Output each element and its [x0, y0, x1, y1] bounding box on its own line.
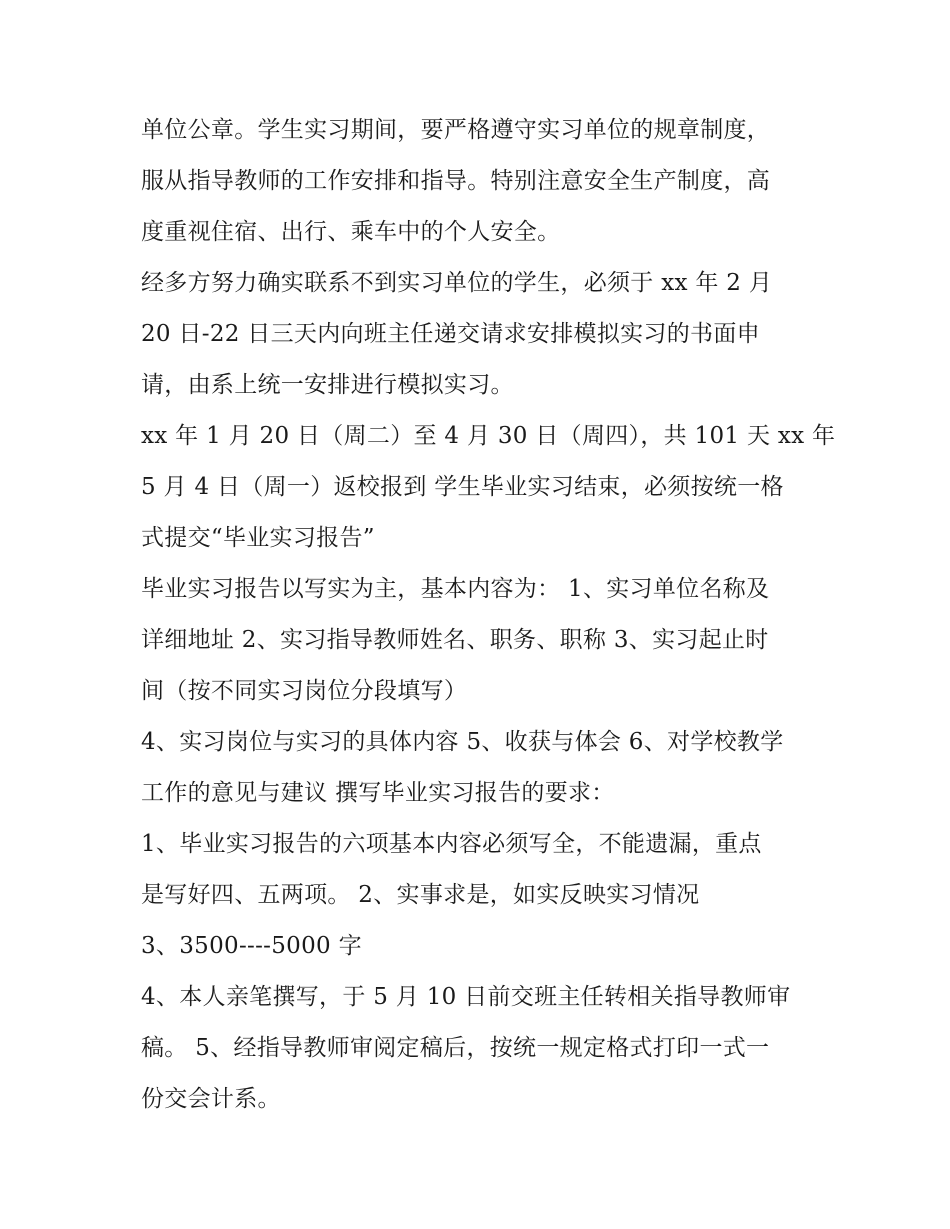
text-line: 稿。 5、经指导教师审阅定稿后，按统一规定格式打印一式一	[141, 1035, 770, 1061]
text-line: 份交会计系。	[141, 1086, 281, 1112]
text-line: xx 年 1 月 20 日（周二）至 4 月 30 日（周四），共 101 天 xx 年	[141, 423, 836, 449]
text-line: 是写好四、五两项。 2、实事求是，如实反映实习情况	[141, 882, 700, 908]
text-line: 工作的意见与建议 撰写毕业实习报告的要求：	[141, 780, 615, 806]
text-line: 间（按不同实习岗位分段填写）	[141, 678, 468, 704]
text-line: 4、本人亲笔撰写，于 5 月 10 日前交班主任转相关指导教师审	[141, 984, 791, 1010]
text-line: 3、3500----5000 字	[141, 933, 362, 959]
text-line: 经多方努力确实联系不到实习单位的学生，必须于 xx 年 2 月	[141, 270, 773, 296]
text-line: 请，由系上统一安排进行模拟实习。	[141, 372, 514, 398]
text-line: 详细地址 2、实习指导教师姓名、职务、职称 3、实习起止时	[141, 627, 769, 653]
text-line: 5 月 4 日（周一）返校报到 学生毕业实习结束，必须按统一格	[141, 474, 784, 500]
text-line: 毕业实习报告以写实为主，基本内容为： 1、实习单位名称及	[141, 576, 770, 602]
text-line: 服从指导教师的工作安排和指导。特别注意安全生产制度，高	[141, 168, 771, 194]
text-line: 4、实习岗位与实习的具体内容 5、收获与体会 6、对学校教学	[141, 729, 784, 755]
text-line: 20 日-22 日三天内向班主任递交请求安排模拟实习的书面申	[141, 321, 760, 347]
text-line: 度重视住宿、出行、乘车中的个人安全。	[141, 219, 561, 245]
document-body	[141, 105, 836, 1125]
text-line: 1、毕业实习报告的六项基本内容必须写全，不能遗漏，重点	[141, 831, 762, 857]
text-line: 式提交“毕业实习报告”	[141, 525, 375, 551]
text-line: 单位公章。学生实习期间，要严格遵守实习单位的规章制度，	[141, 117, 771, 143]
